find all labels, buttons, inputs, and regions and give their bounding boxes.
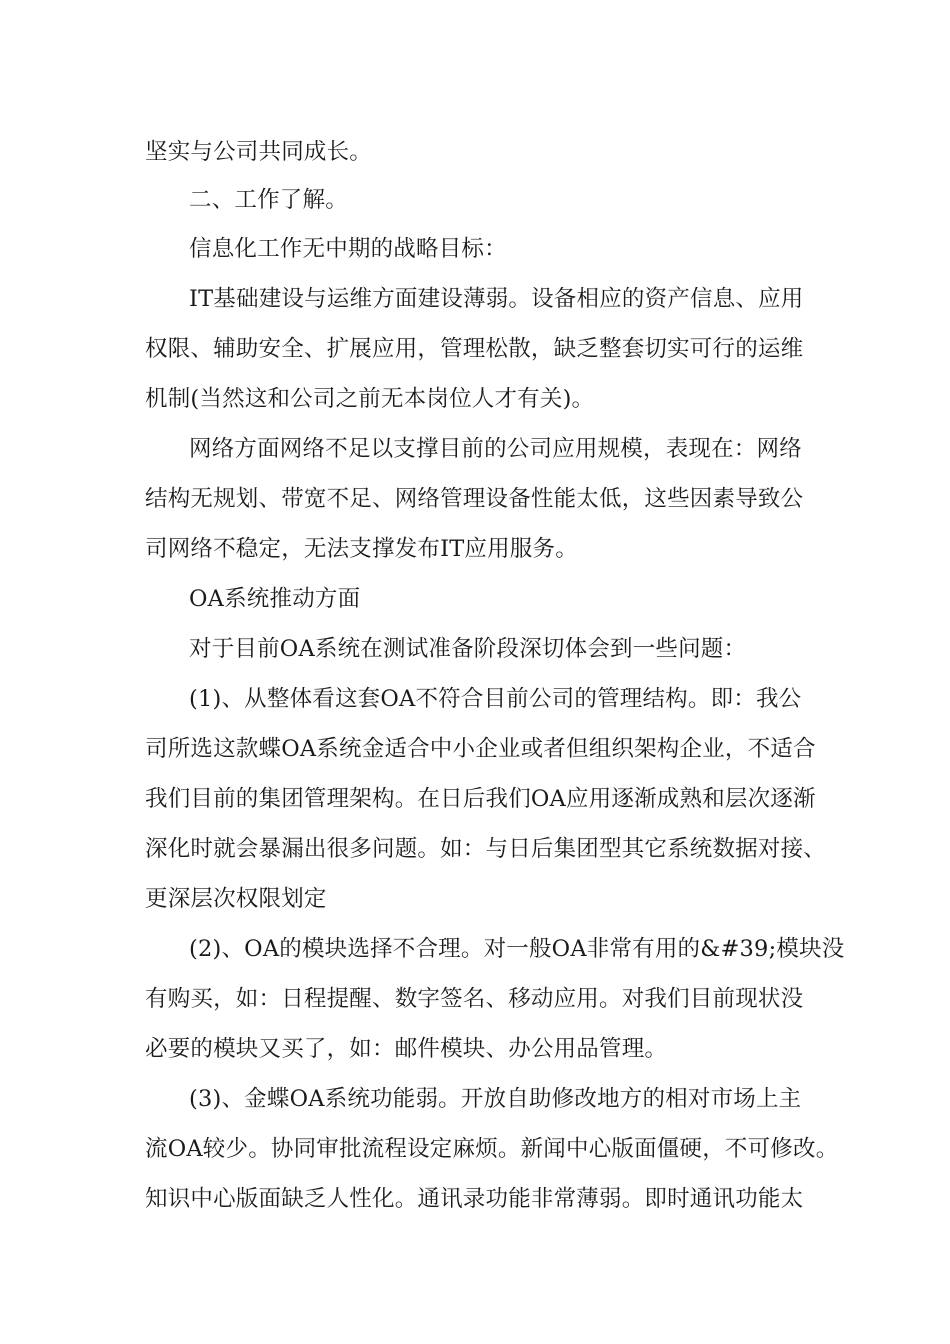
paragraph-line: 结构无规划、带宽不足、网络管理设备性能太低，这些因素导致公 (145, 486, 804, 512)
body-text-line: 坚实与公司共同成长。 (145, 139, 373, 165)
list-item-line: 流OA较少。协同审批流程设定麻烦。新闻中心版面僵硬，不可修改。 (145, 1136, 839, 1162)
subheading-line: 信息化工作无中期的战略目标： (189, 236, 507, 262)
list-item-line: (3)、金蝶OA系统功能弱。开放自助修改地方的相对市场上主 (189, 1086, 802, 1112)
list-item-line: 深化时就会暴漏出很多问题。如：与日后集团型其它系统数据对接、 (145, 836, 827, 862)
list-item-line: 必要的模块又买了，如：邮件模块、办公用品管理。 (145, 1036, 668, 1062)
paragraph-line: 对于目前OA系统在测试准备阶段深切体会到一些问题： (189, 636, 747, 662)
section-heading: 二、工作了解。 (189, 187, 348, 213)
paragraph-line: 网络方面网络不足以支撑目前的公司应用规模，表现在：网络 (189, 436, 802, 462)
list-item-line: 有购买，如：日程提醒、数字签名、移动应用。对我们目前现状没 (145, 986, 804, 1012)
subheading-line: OA系统推动方面 (189, 586, 361, 612)
paragraph-line: IT基础建设与运维方面建设薄弱。设备相应的资产信息、应用 (189, 286, 804, 312)
paragraph-line: 权限、辅助安全、扩展应用，管理松散，缺乏整套切实可行的运维 (145, 336, 804, 362)
list-item-line: (1)、从整体看这套OA不符合目前公司的管理结构。即：我公 (189, 686, 802, 712)
list-item-line: (2)、OA的模块选择不合理。对一般OA非常有用的&#39;模块没 (189, 936, 845, 962)
list-item-line: 我们目前的集团管理架构。在日后我们OA应用逐渐成熟和层次逐渐 (145, 786, 816, 812)
paragraph-line: 机制(当然这和公司之前无本岗位人才有关)。 (145, 386, 595, 412)
list-item-line: 司所选这款蝶OA系统金适合中小企业或者但组织架构企业，不适合 (145, 736, 816, 762)
list-item-line: 更深层次权限划定 (145, 886, 327, 912)
paragraph-line: 司网络不稳定，无法支撑发布IT应用服务。 (145, 536, 578, 562)
list-item-line: 知识中心版面缺乏人性化。通讯录功能非常薄弱。即时通讯功能太 (145, 1186, 804, 1212)
